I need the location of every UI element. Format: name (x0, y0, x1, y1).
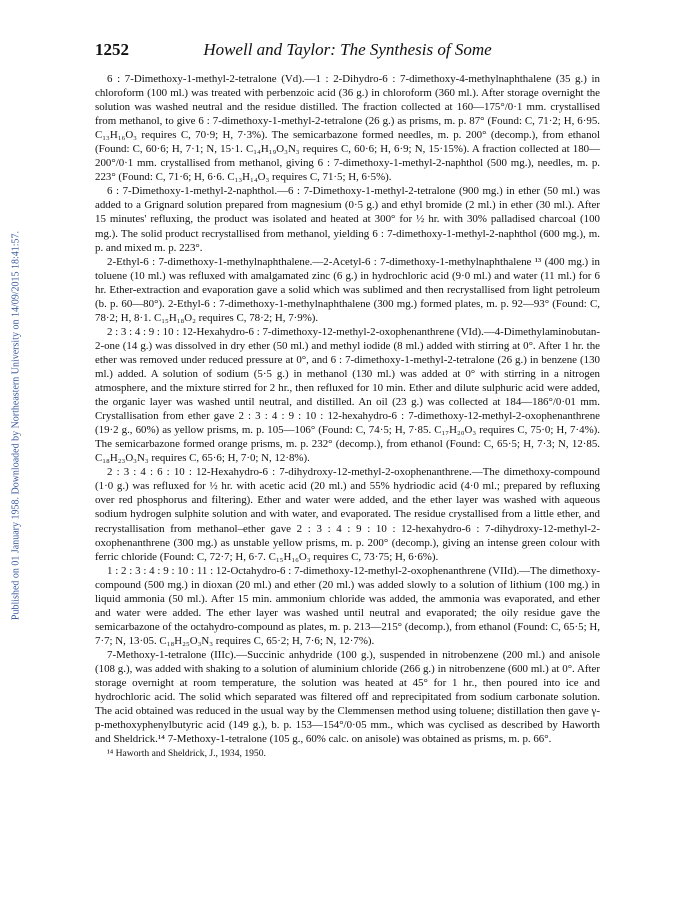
paragraph: 2 : 3 : 4 : 9 : 10 : 12-Hexahydro-6 : 7-dimethoxy-12-methyl-2-oxophenanthrene (VId).—4-Dimethylaminobutan-2-one (14 g.) was dissolved in dry ether (50 ml.) and methyl iodide (8 ml.) added with stirring at 0°. After 1 hr. the ether was removed under reduced pressure at 0°, and 6 : 7-dimethoxy-1-methyl-2-tetralone (26 g.) in benzene (130 ml.) added. A solution of sodium (5·5 g.) in methanol (130 ml.) was added at 0° with stirring in a nitrogen atmosphere, and the mixture stirred for 2 hr., then refluxed for 10 min. Ether and dilute sulphuric acid were added, the organic layer was washed until neutral, and distilled. An oil (23 g.) was collected at 184—186°/0·01 mm. Crystallisation from ether gave 2 : 3 : 4 : 9 : 10 : 12-hexahydro-6 : 7-dimethoxy-12-methyl-2-oxophenanthrene (19·2 g., 60%) as yellow prisms, m. p. 105—106° (Found: C, 74·5; H, 7·85. C₁₇H₂₀O₃ requires C, 75·0; H, 7·4%). The semicarbazone formed orange prisms, m. p. 232° (decomp.), from ethanol (Found: C, 65·5; H, 7·3; N, 12·85. C₁₈H₂₃O₃N₃ requires C, 65·6; H, 7·0; N, 12·8%). (95, 325, 600, 465)
paragraph: 7-Methoxy-1-tetralone (IIIc).—Succinic anhydride (100 g.), suspended in nitrobenzene (200 ml.) and anisole (108 g.), was added with shaking to a solution of aluminium chloride (266 g.) in nitrobenzene (600 ml.) at 0°. After storage overnight at room temperature, the solution was heated at 45° for 1 hr., then poured into ice and hydrochloric acid. The solid which separated was filtered off and reprecipitated from sodium carbonate solution. The acid obtained was reduced in the usual way by the Clemmensen method using toluene; distillation then gave γ-p-methoxyphenylbutyric acid (149 g.), b. p. 153—154°/0·05 mm., which was cyclised as described by Haworth and Sheldrick.¹⁴ 7-Methoxy-1-tetralone (105 g., 60% calc. on anisole) was obtained as prisms, m. p. 66°. (95, 648, 600, 746)
footnote: ¹⁴ Haworth and Sheldrick, J., 1934, 1950. (107, 748, 266, 760)
published-download-note: Published on 01 January 1958. Downloaded by Northeastern University on 14/09/2015 18:41:57. (10, 230, 22, 621)
paragraph: 6 : 7-Dimethoxy-1-methyl-2-tetralone (Vd).—1 : 2-Dihydro-6 : 7-dimethoxy-4-methylnaphthalene (35 g.) in chloroform (100 ml.) was treated with perbenzoic acid (36 g.) in chloroform (360 ml.). After storage overnight the solution was washed neutral and the residue distilled. The fraction collected at 160—175°/0·1 mm. crystallised from methanol, to give 6 : 7-dimethoxy-1-methyl-2-tetralone (26 g.) as prisms, m. p. 87° (Found: C, 71·2; H, 6·95. C₁₃H₁₆O₃ requires C, 70·9; H, 7·3%). The semicarbazone formed needles, m. p. 200° (decomp.), from ethanol (Found: C, 60·6; H, 7·1; N, 15·1. C₁₄H₁₉O₃N₃ requires C, 60·6; H, 6·9; N, 15·15%). A fraction collected at 180—200°/0·1 mm. crystallised from methanol, giving 6 : 7-dimethoxy-1-methyl-2-naphthol (500 mg.), needles, m. p. 223° (Found: C, 71·6; H, 6·6. C₁₃H₁₄O₃ requires C, 71·5; H, 6·5%). (95, 73, 600, 184)
running-title: Howell and Taylor: The Synthesis of Some (203, 40, 492, 59)
page-header (95, 40, 600, 64)
paragraph: 6 : 7-Dimethoxy-1-methyl-2-naphthol.—6 : 7-Dimethoxy-1-methyl-2-tetralone (900 mg.) in ether (50 ml.) was added to a Grignard solution prepared from magnesium (0·5 g.) and ethyl bromide (2 ml.) in ether (30 ml.). After 15 minutes' refluxing, the product was isolated and heated at 300° for ½ hr. with 30% palladised charcoal (100 mg.). The solid product recrystallised from methanol, yielding 6 : 7-dimethoxy-1-methyl-2-naphthol (600 mg.), m. p. and mixed m. p. 223°. (95, 185, 600, 254)
paragraph: 2 : 3 : 4 : 6 : 10 : 12-Hexahydro-6 : 7-dihydroxy-12-methyl-2-oxophenanthrene.—The dimethoxy-compound (1·0 g.) was refluxed for ½ hr. with acetic acid (20 ml.) and 55% hydriodic acid (4·0 ml.; prepared by refluxing over red phosphorus and filtering). Ether and water were added, and the ether layer was washed with aqueous sodium hydrogen sulphite solution and with water, and evaporated. The residue crystallised from a little ether, and recrystallisation from methanol–ether gave 2 : 3 : 4 : 9 : 10 : 12-hexahydro-6 : 7-dihydroxy-12-methyl-2-oxophenanthrene (300 mg.) as unstable yellow prisms, m. p. 200° (decomp.), giving an intense green colour with ferric chloride (Found: C, 72·7; H, 6·7. C₁₅H₁₆O₃ requires C, 73·75; H, 6·6%). (95, 466, 600, 563)
paragraph: 1 : 2 : 3 : 4 : 9 : 10 : 11 : 12-Octahydro-6 : 7-dimethoxy-12-methyl-2-oxophenanthrene (VIId).—The dimethoxy-compound (500 mg.) in dioxan (20 ml.) and ether (20 ml.) was added slowly to a solution of lithium (100 mg.) in liquid ammonia (50 ml.). After 15 min. ammonium chloride was added, the ammonia was evaporated, and ether and water were added. The ether layer was washed until neutral and evaporated; the oily residue gave the semicarbazone of the octahydro-compound as plates, m. p. 213—215° (decomp.), from ethanol (Found: C, 65·5; H, 7·7; N, 13·05. C₁₈H₂₅O₃N₃ requires C, 65·2; H, 7·6; N, 12·7%). (95, 564, 600, 647)
publication-sidebar (6, 150, 22, 710)
page-number: 1252 (95, 40, 129, 59)
article-body (95, 72, 600, 760)
paragraph: 2-Ethyl-6 : 7-dimethoxy-1-methylnaphthalene.—2-Acetyl-6 : 7-dimethoxy-1-methylnaphthalene ¹³ (400 mg.) in toluene (10 ml.) was refluxed with amalgamated zinc (6 g.) in hydrochloric acid (9·0 ml.) and water (11 ml.) for 6 hr. Ether-extraction and evaporation gave a solid which was sublimed and then recrystallised from light petroleum (b. p. 60—80°). 2-Ethyl-6 : 7-dimethoxy-1-methylnaphthalene (300 mg.) formed plates, m. p. 92—93° (Found: C, 78·2; H, 8·1. C₁₅H₁₈O₂ requires C, 78·2; H, 7·9%). (95, 255, 600, 324)
